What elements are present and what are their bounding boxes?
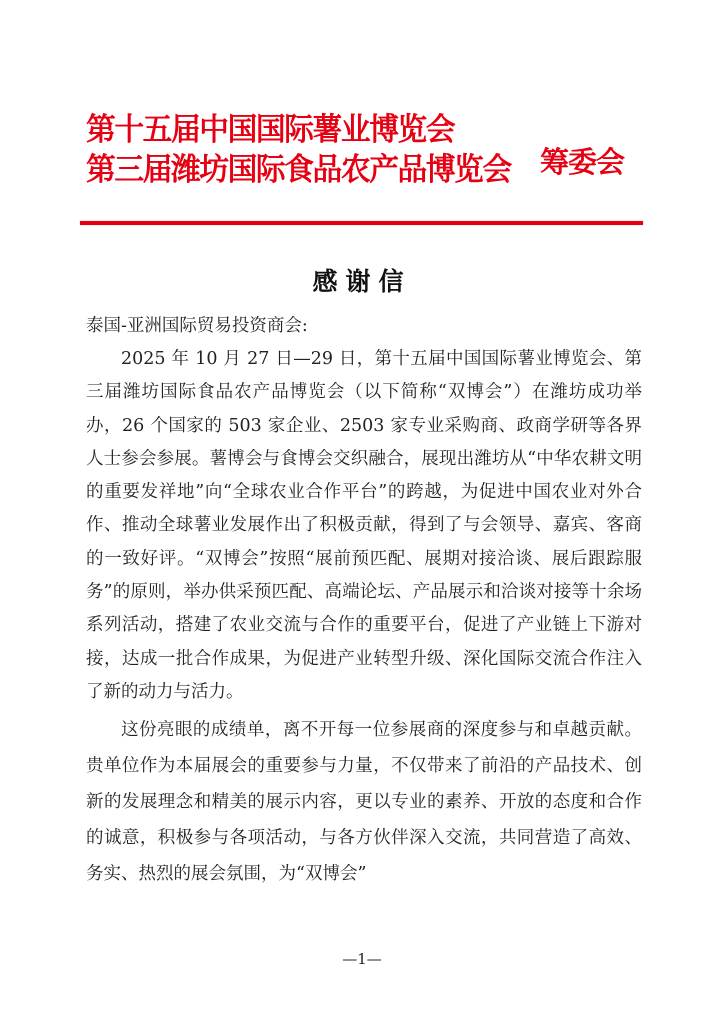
- letterhead-line-1: 第十五届中国国际薯业博览会: [86, 112, 455, 148]
- page-number: —1—: [342, 950, 382, 968]
- paragraph-2: 这份亮眼的成绩单，离不开每一位参展商的深度参与和卓越贡献。贵单位作为本届展会的重要参与力量，不仅带来了前沿的产品技术、创新的发展理念和精美的展示内容，更以专业的素养、开放的态度和合作的诚意，积极参与各项活动，与各方伙伴深入交流，共同营造了高效、务实、热烈的展会氛围，为“双博会”: [86, 720, 642, 885]
- salutation: 泰国-亚洲国际贸易投资商会:: [86, 316, 308, 336]
- letterhead: [86, 110, 646, 210]
- letter-body: [86, 310, 642, 892]
- paragraph-1: 2025 年 10 月 27 日—29 日，第十五届中国国际薯业博览会、第三届潍坊国际食品农产品博览会（以下简称“双博会”）在潍坊成功举办，26 个国家的 503 家企业、2503 家专业采购商、政商学研等各界人士参会参展。薯博会与食博会交织融合，展现出潍坊从“中华农耕文明的重要发祥地”向“全球农业合作平台”的跨越，为促进中国农业对外合作、推动全球薯业发展作出了积极贡献，得到了与会领导、嘉宾、客商的一致好评。“双博会”按照“展前预匹配、展期对接洽谈、展后跟踪服务”的原则，举办供采预匹配、高端论坛、产品展示和洽谈对接等十余场系列活动，搭建了农业交流与合作的重要平台，促进了产业链上下游对接，达成一批合作成果，为促进产业转型升级、深化国际交流合作注入了新的动力与活力。: [86, 349, 642, 702]
- letterhead-red-rule: [80, 221, 643, 225]
- letterhead-committee: 筹委会: [540, 145, 625, 179]
- document-title: 感谢信: [312, 267, 412, 296]
- letterhead-line-2: 第三届潍坊国际食品农产品博览会: [86, 152, 511, 188]
- letterhead-event-names: [86, 110, 529, 190]
